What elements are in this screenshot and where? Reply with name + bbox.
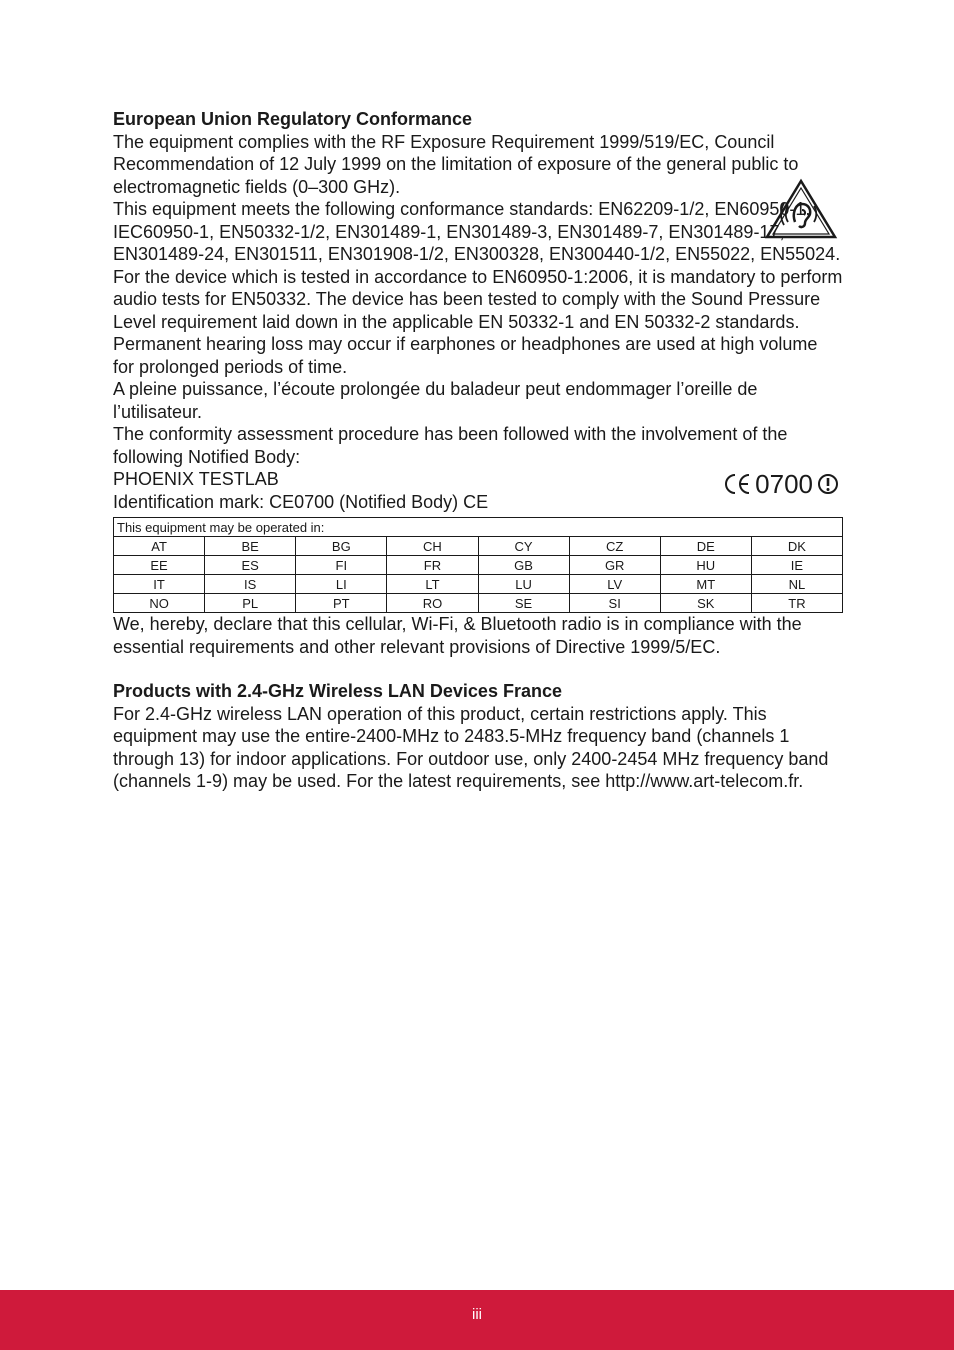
country-cell: FI	[296, 556, 387, 575]
country-cell: BE	[205, 537, 296, 556]
table-caption-row	[114, 518, 843, 537]
wlan-france-heading: Products with 2.4-GHz Wireless LAN Devices France	[113, 681, 562, 701]
country-cell: AT	[114, 537, 205, 556]
country-cell: SI	[569, 594, 660, 613]
country-cell: BG	[296, 537, 387, 556]
country-cell: SK	[660, 594, 751, 613]
conformity-paragraph: The conformity assessment procedure has been followed with the involvement of the following Notified Body:	[113, 424, 788, 467]
identification-mark: Identification mark: CE0700 (Notified Body) CE	[113, 491, 489, 512]
country-cell: IS	[205, 575, 296, 594]
footer-bar	[0, 1290, 954, 1350]
page-number: iii	[472, 1306, 482, 1323]
lab-name: PHOENIX TESTLAB	[113, 469, 279, 489]
table-row	[114, 594, 843, 613]
hearing-warning-icon	[764, 178, 838, 240]
country-cell: LV	[569, 575, 660, 594]
country-cell: CH	[387, 537, 478, 556]
table-row	[114, 537, 843, 556]
standards-paragraph: This equipment meets the following conformance standards: EN62209-1/2, EN60950-1, IEC60950-1, EN50332-1/2, EN301489-1, EN301489-3, EN301489-7, EN301489-17, EN301489-24, EN301511, EN301908-1/2, EN300328, EN300440-1/2, EN55022, EN55024.	[113, 199, 841, 264]
french-warning-paragraph: A pleine puissance, l’écoute prolongée du baladeur peut endommager l’oreille de l’utilisateur.	[113, 379, 758, 422]
country-cell: RO	[387, 594, 478, 613]
country-cell: GB	[478, 556, 569, 575]
country-cell: SE	[478, 594, 569, 613]
eu-conformance-heading: European Union Regulatory Conformance	[113, 109, 473, 129]
ce-marking	[723, 469, 839, 499]
alert-icon	[817, 473, 839, 495]
country-cell: PT	[296, 594, 387, 613]
country-cell: LU	[478, 575, 569, 594]
country-cell: DK	[751, 537, 842, 556]
country-cell: CZ	[569, 537, 660, 556]
document-body	[113, 108, 843, 793]
rf-exposure-paragraph: The equipment complies with the RF Exposure Requirement 1999/519/EC, Council Recommendation of 12 July 1999 on the limitation of exposure of the general public to electromagnetic fields (0–300 GHz).	[113, 131, 799, 197]
country-cell: MT	[660, 575, 751, 594]
country-cell: HU	[660, 556, 751, 575]
country-cell: NO	[114, 594, 205, 613]
country-cell: GR	[569, 556, 660, 575]
country-cell: TR	[751, 594, 842, 613]
country-cell: LT	[387, 575, 478, 594]
hearing-section	[113, 266, 843, 379]
hearing-paragraph: For the device which is tested in accordance to EN60950-1:2006, it is mandatory to perform audio tests for EN50332. The device has been tested to comply with the Sound Pressure Level requirement laid down in the applicable EN 50332-1 and EN 50332-2 standards. Permanent hearing loss may occur if earphones or headphones are used at high volume for prolonged periods of time.	[113, 266, 843, 377]
countries-table	[113, 517, 843, 613]
wlan-france-paragraph: For 2.4-GHz wireless LAN operation of this product, certain restrictions apply. This equipment may use the entire-2400-MHz to 2483.5-MHz frequency band (channels 1 through 13) for indoor applications. For outdoor use, only 2400-2454 MHz frequency band (channels 1-9) may be used. For the latest requirements, see http://www.art-telecom.fr.	[113, 703, 829, 791]
section-gap	[113, 658, 843, 680]
table-caption: This equipment may be operated in:	[114, 518, 843, 537]
country-cell: NL	[751, 575, 842, 594]
ce-mark-icon	[723, 472, 751, 496]
declaration-paragraph: We, hereby, declare that this cellular, Wi-Fi, & Bluetooth radio is in compliance with the essential requirements and other relevant provisions of Directive 1999/5/EC.	[113, 614, 802, 657]
country-cell: IE	[751, 556, 842, 575]
country-cell: EE	[114, 556, 205, 575]
table-row	[114, 556, 843, 575]
country-cell: CY	[478, 537, 569, 556]
country-cell: DE	[660, 537, 751, 556]
ce-number: 0700	[755, 468, 813, 499]
country-cell: FR	[387, 556, 478, 575]
table-row	[114, 575, 843, 594]
country-cell: LI	[296, 575, 387, 594]
country-cell: PL	[205, 594, 296, 613]
country-cell: IT	[114, 575, 205, 594]
country-cell: ES	[205, 556, 296, 575]
